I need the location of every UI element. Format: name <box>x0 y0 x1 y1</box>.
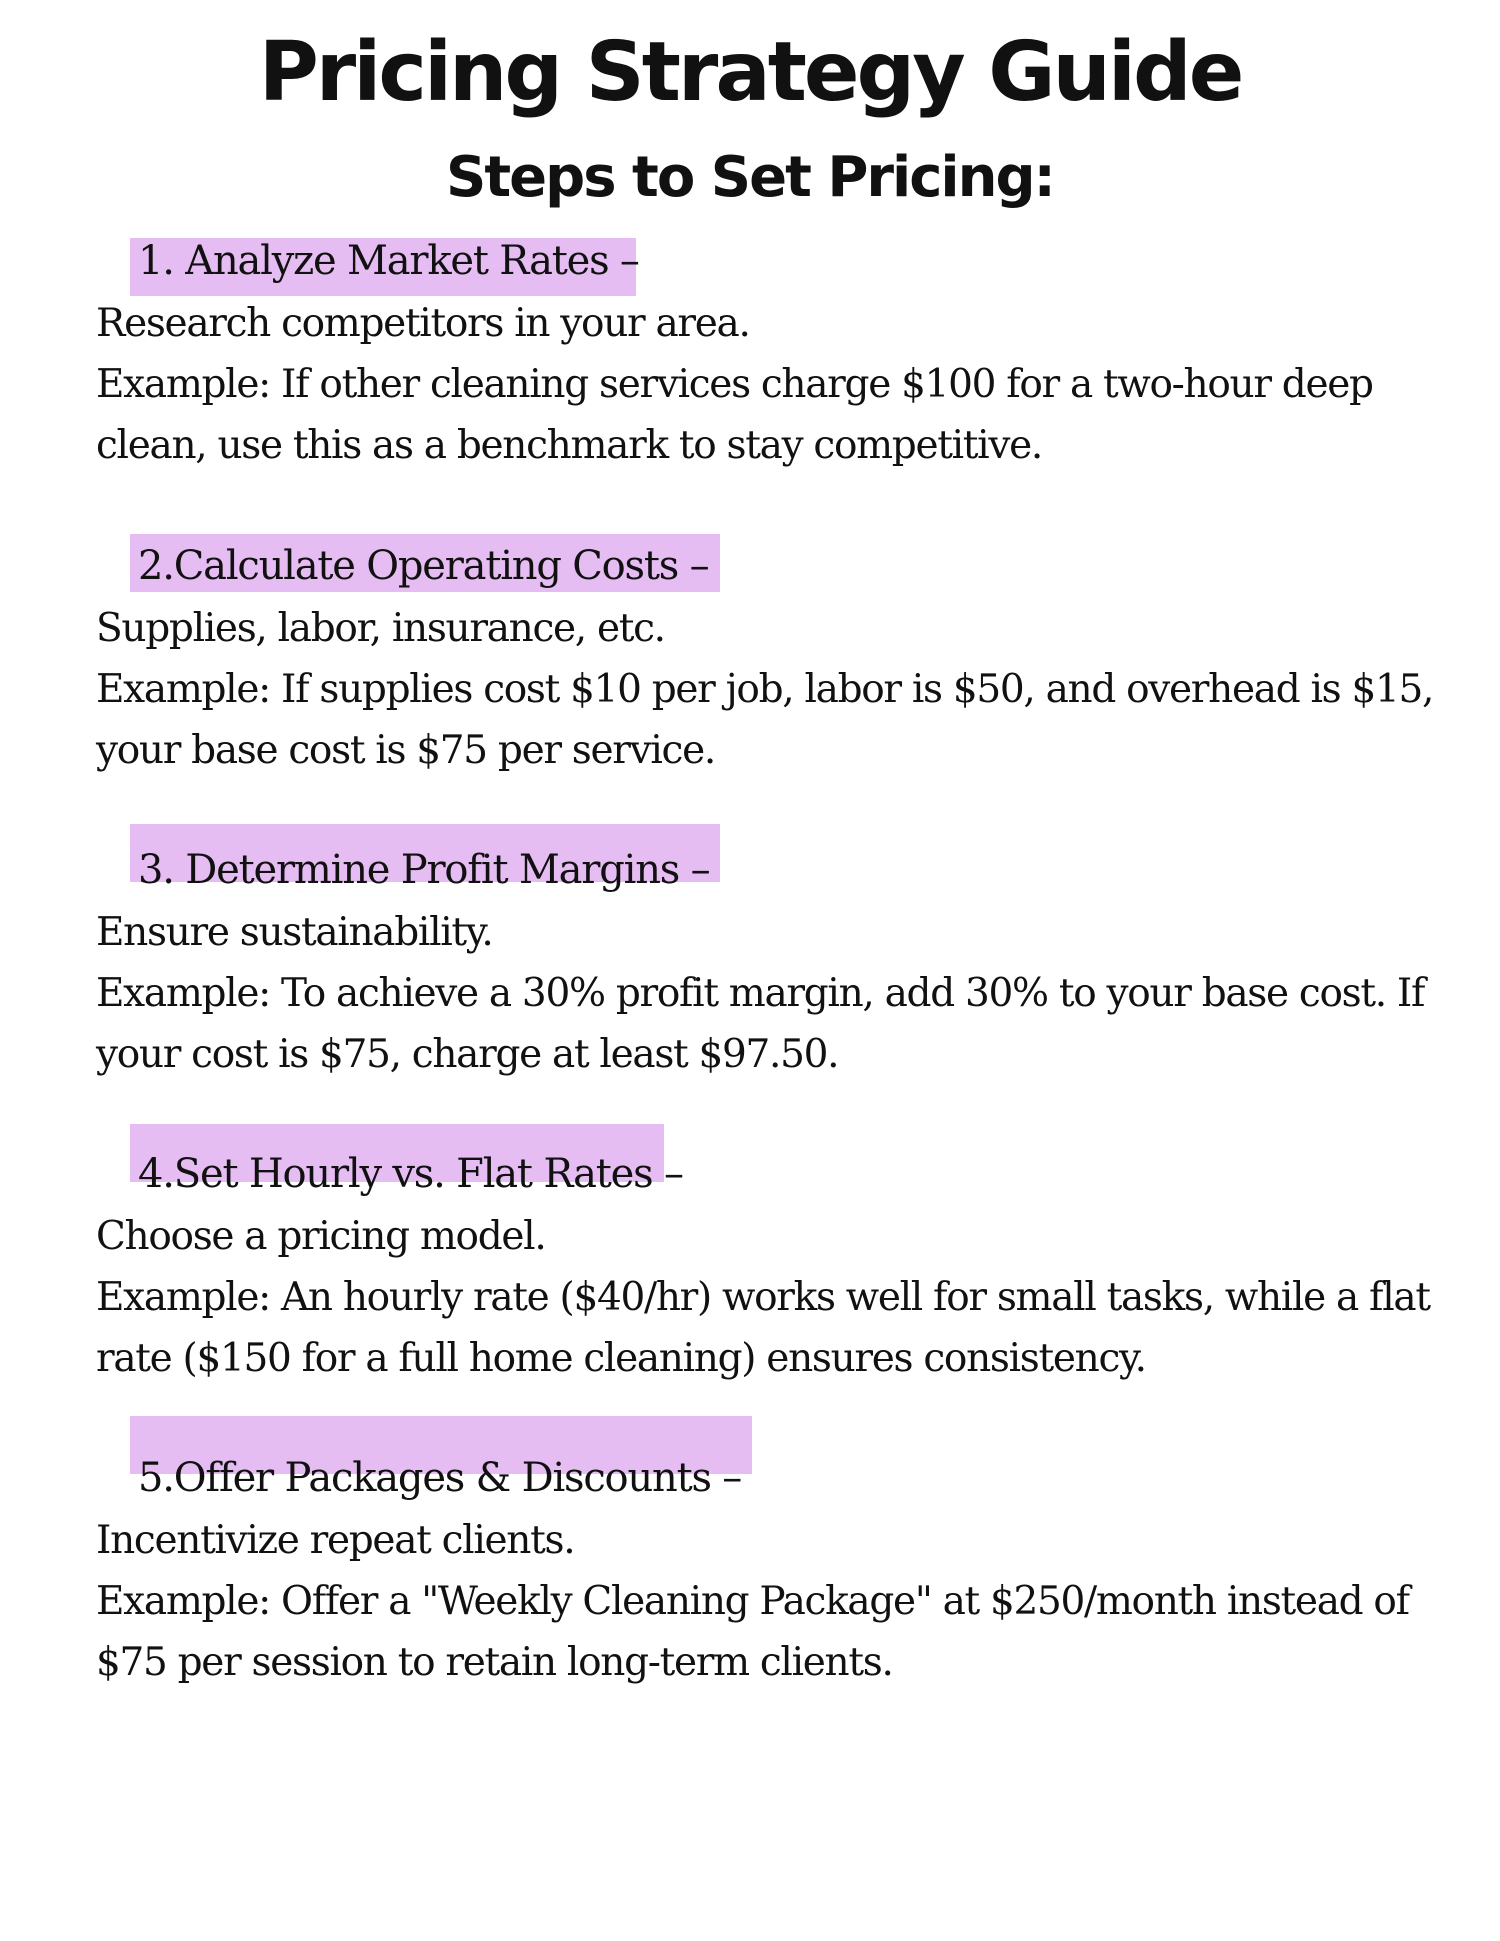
step-heading: 3. Determine Profit Margins – <box>138 847 710 893</box>
step-example: Example: Offer a "Weekly Cleaning Package" at $250/month instead of $75 per session to retain long-term clients. <box>96 1579 1409 1685</box>
step-body <box>96 1206 1436 1389</box>
step-body <box>96 1510 1436 1693</box>
document-subtitle: Steps to Set Pricing: <box>446 145 1054 210</box>
step-body <box>96 598 1436 781</box>
step-heading: 4.Set Hourly vs. Flat Rates – <box>138 1151 683 1197</box>
step-heading: 5.Offer Packages & Discounts – <box>138 1455 742 1501</box>
step-description: Ensure sustainability. <box>96 910 493 955</box>
step-description: Research competitors in your area. <box>96 301 750 346</box>
step-example: Example: If other cleaning services charge $100 for a two-hour deep clean, use this as a benchmark to stay competitive. <box>96 362 1373 468</box>
step-description: Choose a pricing model. <box>96 1214 546 1259</box>
step-example: Example: If supplies cost $10 per job, labor is $50, and overhead is $15, your base cost is $75 per service. <box>96 667 1434 773</box>
step-example: Example: To achieve a 30% profit margin, add 30% to your base cost. If your cost is $75, charge at least $97.50. <box>96 971 1425 1077</box>
step-body <box>96 293 1436 476</box>
step-description: Incentivize repeat clients. <box>96 1518 575 1563</box>
step-body <box>96 902 1436 1085</box>
step-heading: 2.Calculate Operating Costs – <box>138 543 709 589</box>
step-description: Supplies, labor, insurance, etc. <box>96 606 665 651</box>
document-title: Pricing Strategy Guide <box>258 25 1242 120</box>
step-heading: 1. Analyze Market Rates – <box>138 238 639 284</box>
step-example: Example: An hourly rate ($40/hr) works well for small tasks, while a flat rate ($150 for a full home cleaning) ensures consistency. <box>96 1275 1430 1381</box>
